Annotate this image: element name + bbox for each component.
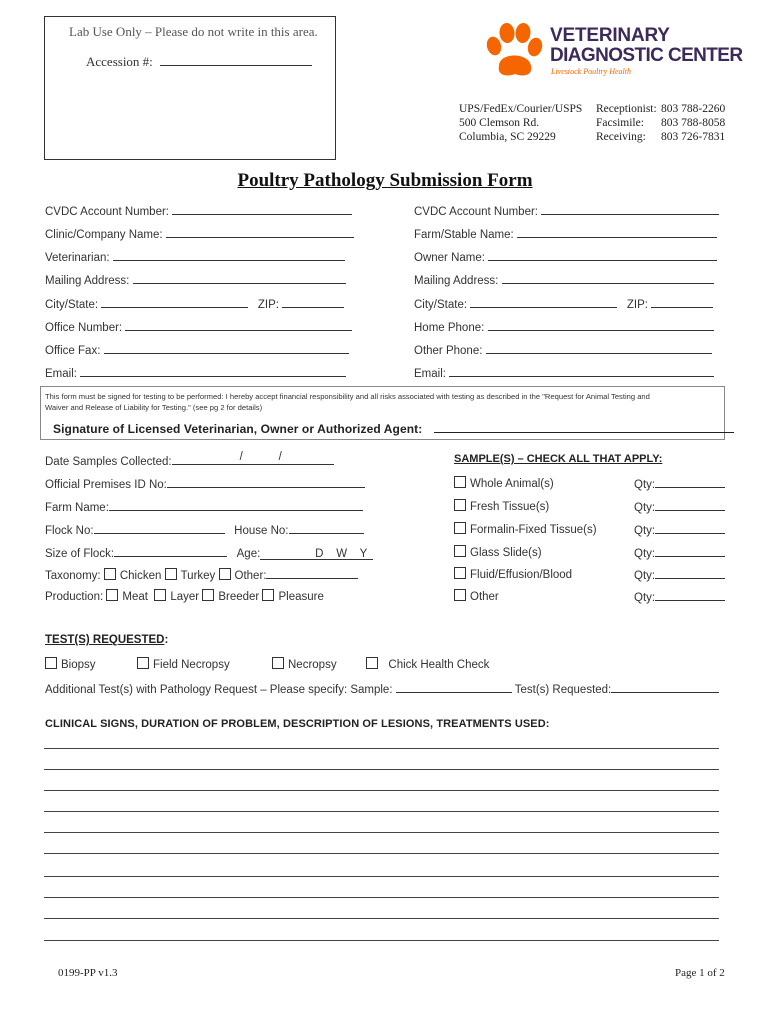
qty-row: Qty: (634, 522, 725, 537)
office-number-field[interactable] (125, 319, 352, 331)
qty-field[interactable] (655, 522, 725, 534)
glass-slide-checkbox[interactable] (454, 545, 466, 557)
qty-field[interactable] (655, 567, 725, 579)
lab-use-title: Lab Use Only – Please do not write in this area. (69, 24, 318, 39)
address-line2: 500 Clemson Rd. (459, 117, 540, 129)
clinical-line[interactable] (44, 769, 719, 770)
contact-values (661, 102, 725, 144)
left-account-row: CVDC Account Number: (45, 203, 352, 218)
sample-item: Other (454, 589, 499, 603)
left-email-field[interactable] (80, 365, 346, 377)
flock-row: Flock No: House No: (45, 522, 364, 537)
right-account-row: CVDC Account Number: (414, 203, 719, 218)
address-line3: Columbia, SC 29229 (459, 131, 556, 143)
contact-labels (596, 102, 657, 144)
disclaimer-text: This form must be signed for testing to be performed: I hereby accept financial responsibility and all risks associated with testing as described in the "Request for Animal Testing and Waiver and Release of Liability for Testing." (see pg 2 for details) (45, 392, 650, 412)
clinical-line[interactable] (44, 876, 719, 877)
qty-row: Qty: (634, 499, 725, 514)
form-code: 0199-PP v1.3 (58, 967, 118, 979)
shipping-address (459, 102, 582, 144)
clinical-line[interactable] (44, 748, 719, 749)
home-phone-field[interactable] (488, 319, 714, 331)
meat-checkbox[interactable] (106, 589, 118, 601)
breeder-checkbox[interactable] (202, 589, 214, 601)
right-other-row: Other Phone: (414, 342, 712, 357)
facsimile-label: Facsimile: (596, 117, 644, 129)
receptionist-label: Receptionist: (596, 103, 657, 115)
sample-item: Glass Slide(s) (454, 545, 542, 559)
taxonomy-row: Taxonomy: Chicken Turkey Other: (45, 567, 358, 582)
right-mailing-row: Mailing Address: (414, 272, 714, 287)
other-taxonomy-field[interactable] (266, 567, 358, 579)
facsimile-phone: 803 788-8058 (661, 117, 726, 129)
accession-field[interactable] (160, 54, 312, 66)
receiving-label: Receiving: (596, 131, 646, 143)
sample-item: Fresh Tissue(s) (454, 499, 549, 513)
left-fax-row: Office Fax: (45, 342, 349, 357)
right-mailing-field[interactable] (502, 272, 714, 284)
left-vet-row: Veterinarian: (45, 249, 345, 264)
premises-row: Official Premises ID No: (45, 476, 365, 491)
right-owner-row: Owner Name: (414, 249, 717, 264)
left-mailing-row: Mailing Address: (45, 272, 346, 287)
right-email-row: Email: (414, 365, 714, 380)
premises-field[interactable] (167, 476, 365, 488)
whole-animal-checkbox[interactable] (454, 476, 466, 488)
qty-row: Qty: (634, 476, 725, 491)
logo-line1: VETERINARY (550, 25, 670, 46)
sample-item: Whole Animal(s) (454, 476, 554, 490)
qty-row: Qty: (634, 567, 725, 582)
form-title: Poultry Pathology Submission Form (237, 170, 533, 191)
qty-row: Qty: (634, 589, 725, 604)
left-account-field[interactable] (172, 203, 352, 215)
clinical-line[interactable] (44, 811, 719, 812)
accession-label: Accession #: (86, 54, 312, 70)
farm-name-field[interactable] (109, 499, 363, 511)
signature-label: Signature of Licensed Veterinarian, Owner or Authorized Agent: (53, 422, 423, 436)
other-taxonomy-checkbox[interactable] (219, 568, 231, 580)
biopsy-checkbox[interactable] (45, 657, 57, 669)
left-zip-field[interactable] (282, 296, 344, 308)
company-field[interactable] (166, 226, 354, 238)
other-sample-checkbox[interactable] (454, 589, 466, 601)
additional-sample-field[interactable] (396, 681, 512, 693)
necropsy-checkbox[interactable] (272, 657, 284, 669)
turkey-checkbox[interactable] (165, 568, 177, 580)
clinical-line[interactable] (44, 918, 719, 919)
right-city-row: City/State: ZIP: (414, 296, 713, 311)
left-city-row: City/State: ZIP: (45, 296, 344, 311)
paw-logo-icon (485, 22, 543, 80)
page-number: Page 1 of 2 (675, 967, 725, 979)
qty-field[interactable] (655, 476, 725, 488)
chicken-checkbox[interactable] (104, 568, 116, 580)
sample-item: Fluid/Effusion/Blood (454, 567, 572, 581)
logo-line2: DIAGNOSTIC CENTER (550, 45, 743, 66)
right-home-row: Home Phone: (414, 319, 714, 334)
other-phone-field[interactable] (486, 342, 712, 354)
flock-size-field[interactable] (114, 545, 227, 557)
owner-name-field[interactable] (488, 249, 717, 261)
clinical-line[interactable] (44, 790, 719, 791)
date-collected-row: Date Samples Collected: / / (45, 453, 334, 468)
right-email-field[interactable] (449, 365, 714, 377)
production-row: Production: Meat Layer Breeder Pleasure (45, 591, 324, 603)
formalin-tissue-checkbox[interactable] (454, 522, 466, 534)
additional-tests-row: Additional Test(s) with Pathology Request – Please specify: Sample: Test(s) Requested: (45, 681, 719, 696)
samples-heading: SAMPLE(S) – CHECK ALL THAT APPLY: (454, 453, 663, 465)
logo-tagline: Livestock Poultry Health (551, 67, 631, 76)
sample-item: Formalin-Fixed Tissue(s) (454, 522, 597, 536)
clinical-line[interactable] (44, 940, 719, 941)
right-farm-row: Farm/Stable Name: (414, 226, 717, 241)
signature-row (53, 421, 734, 436)
clinical-line[interactable] (44, 832, 719, 833)
flock-field[interactable] (94, 522, 225, 534)
right-zip-field[interactable] (651, 296, 713, 308)
receptionist-phone: 803 788-2260 (661, 103, 726, 115)
qty-field[interactable] (655, 545, 725, 557)
veterinarian-field[interactable] (113, 249, 345, 261)
left-office-row: Office Number: (45, 319, 352, 334)
clinical-heading: CLINICAL SIGNS, DURATION OF PROBLEM, DESCRIPTION OF LESIONS, TREATMENTS USED: (45, 718, 550, 730)
test-option: Necropsy (272, 657, 337, 671)
right-account-field[interactable] (541, 203, 719, 215)
test-option: Chick Health Check (366, 657, 489, 671)
office-fax-field[interactable] (104, 342, 349, 354)
date-collected-field[interactable]: / / (172, 453, 334, 465)
chick-health-checkbox[interactable] (366, 657, 378, 669)
house-field[interactable] (289, 522, 364, 534)
pleasure-checkbox[interactable] (262, 589, 274, 601)
layer-checkbox[interactable] (154, 589, 166, 601)
age-field[interactable]: D W Y (260, 548, 373, 560)
tests-heading: TEST(S) REQUESTED: (45, 634, 169, 646)
clinical-line[interactable] (44, 853, 719, 854)
left-city-field[interactable] (101, 296, 248, 308)
left-company-row: Clinic/Company Name: (45, 226, 354, 241)
clinical-line[interactable] (44, 897, 719, 898)
size-row: Size of Flock: Age: D W Y (45, 545, 373, 560)
left-mailing-field[interactable] (133, 272, 346, 284)
test-option: Biopsy (45, 657, 96, 671)
right-city-field[interactable] (470, 296, 617, 308)
test-option: Field Necropsy (137, 657, 230, 671)
tests-requested-field[interactable] (611, 681, 719, 693)
receiving-phone: 803 726-7831 (661, 131, 726, 143)
fresh-tissue-checkbox[interactable] (454, 499, 466, 511)
fluid-checkbox[interactable] (454, 567, 466, 579)
qty-field[interactable] (655, 499, 725, 511)
farm-stable-field[interactable] (517, 226, 717, 238)
qty-field[interactable] (655, 589, 725, 601)
qty-row: Qty: (634, 545, 725, 560)
farm-name-row: Farm Name: (45, 499, 363, 514)
signature-field[interactable] (434, 421, 734, 433)
left-email-row: Email: (45, 365, 346, 380)
address-line1: UPS/FedEx/Courier/USPS (459, 103, 583, 115)
field-necropsy-checkbox[interactable] (137, 657, 149, 669)
